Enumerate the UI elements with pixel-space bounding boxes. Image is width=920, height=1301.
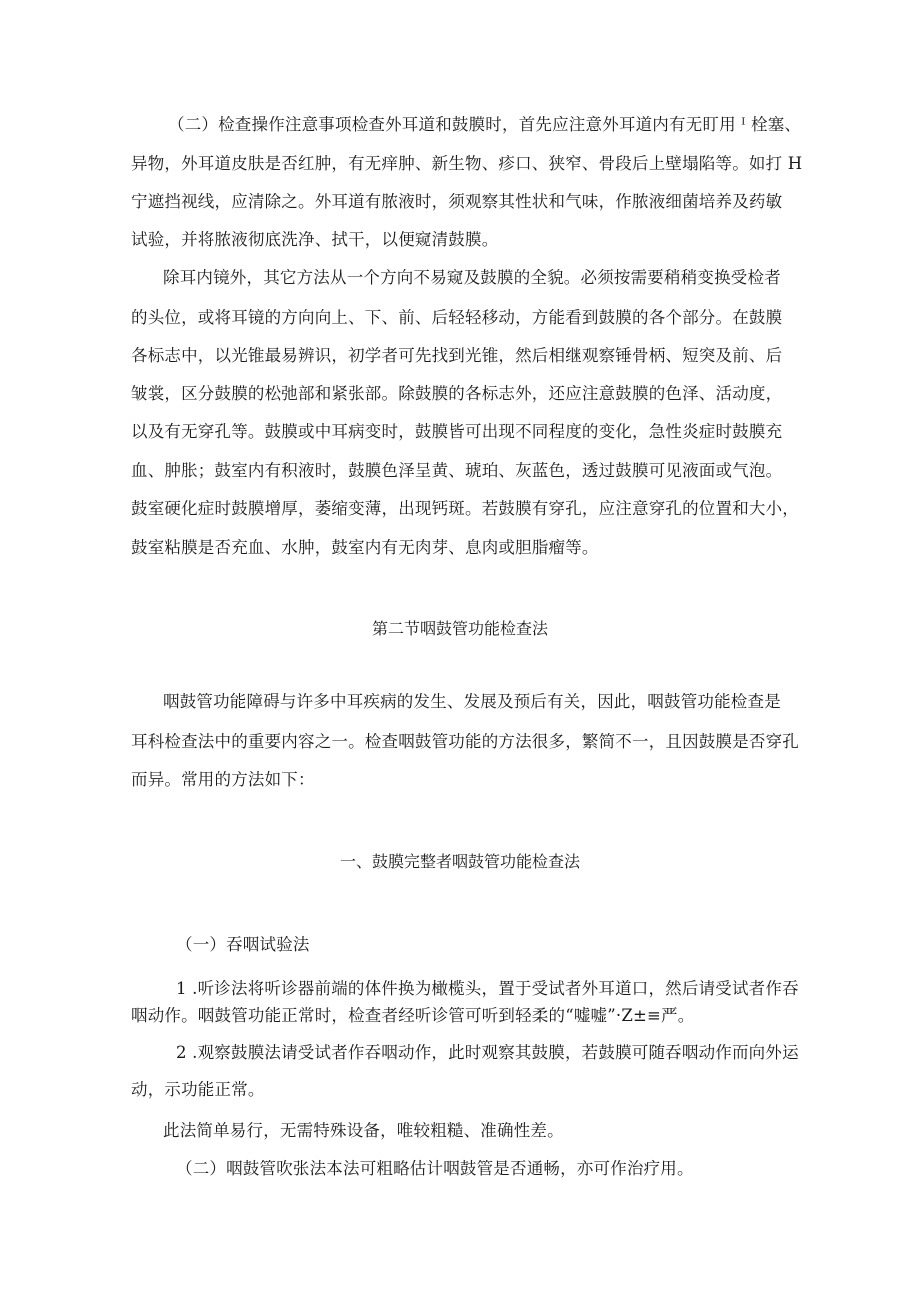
summary-line: 此法简单易行，无需特殊设备，唯较粗糙、准确性差。 (163, 1121, 564, 1140)
list-item-line: 动，示功能正常。 (131, 1080, 265, 1099)
list-item-line: 2 .观察鼓膜法请受试者作吞咽动作，此时观察其鼓膜，若鼓膜可随吞咽动作而向外运 (176, 1043, 799, 1062)
section-title: 第二节咽鼓管功能检查法 (371, 619, 548, 638)
subsection-title: 一、鼓膜完整者咽鼓管功能检查法 (339, 852, 580, 871)
paragraph-line: （二）检查操作注意事项检查外耳道和鼓膜时，首先应注意外耳道内有无盯用 ᴵ 栓塞、 (168, 115, 802, 134)
paragraph-line: 耳科检查法中的重要内容之一。检查咽鼓管功能的方法很多，繁简不一，且因鼓膜是否穿孔 (131, 732, 799, 751)
paragraph-line: 血、肿胀；鼓室内有积液时，鼓膜色泽呈黄、琥珀、灰蓝色，透过鼓膜可见液面或气泡。 (131, 461, 783, 480)
paragraph-line: 鼓室硬化症时鼓膜增厚，萎缩变薄，出现钙斑。若鼓膜有穿孔，应注意穿孔的位置和大小， (131, 499, 799, 518)
paragraph-line: 而异。常用的方法如下： (131, 770, 315, 789)
paragraph-line: 异物，外耳道皮肤是否红肿，有无痒肿、新生物、疹口、狭窄、骨段后上壁塌陷等。如打 H (131, 154, 803, 173)
paragraph-line: 鼓室粘膜是否充血、水肿，鼓室内有无肉芽、息肉或胆脂瘤等。 (131, 538, 599, 557)
list-item-line: 1 .听诊法将听诊器前端的体件换为橄榄头，置于受试者外耳道口，然后请受试者作吞 (176, 979, 799, 998)
method-title: （二）咽鼓管吹张法本法可粗略估计咽鼓管是否通畅，亦可作治疗用。 (176, 1159, 694, 1178)
paragraph-line: 咽鼓管功能障碍与许多中耳疾病的发生、发展及预后有关，因此，咽鼓管功能检查是 (163, 692, 781, 711)
paragraph-line: 宁遮挡视线，应清除之。外耳道有脓液时，须观察其性状和气味，作脓液细菌培养及药敏 (131, 192, 783, 211)
list-item-line: 咽动作。咽鼓管功能正常时，检查者经听诊管可听到轻柔的“嘘嘘”·Z±≡严。 (131, 1006, 695, 1025)
paragraph-line: 皱裳，区分鼓膜的松弛部和紧张部。除鼓膜的各标志外，还应注意鼓膜的色泽、活动度， (131, 384, 783, 403)
method-title: （一）吞咽试验法 (176, 935, 310, 954)
paragraph-line: 各标志中，以光锥最易辨识，初学者可先找到光锥，然后相继观察锤骨柄、短突及前、后 (131, 346, 783, 365)
paragraph-line: 试验，并将脓液彻底洗净、拭干，以便窥清鼓膜。 (131, 230, 499, 249)
paragraph-line: 除耳内镜外，其它方法从一个方向不易窥及鼓膜的全貌。必须按需要稍稍变换受检者 (163, 268, 781, 287)
paragraph-line: 的头位，或将耳镜的方向向上、下、前、后轻轻移动，方能看到鼓膜的各个部分。在鼓膜 (131, 308, 783, 327)
paragraph-line: 以及有无穿孔等。鼓膜或中耳病变时，鼓膜皆可出现不同程度的变化，急性炎症时鼓膜充 (131, 422, 783, 441)
